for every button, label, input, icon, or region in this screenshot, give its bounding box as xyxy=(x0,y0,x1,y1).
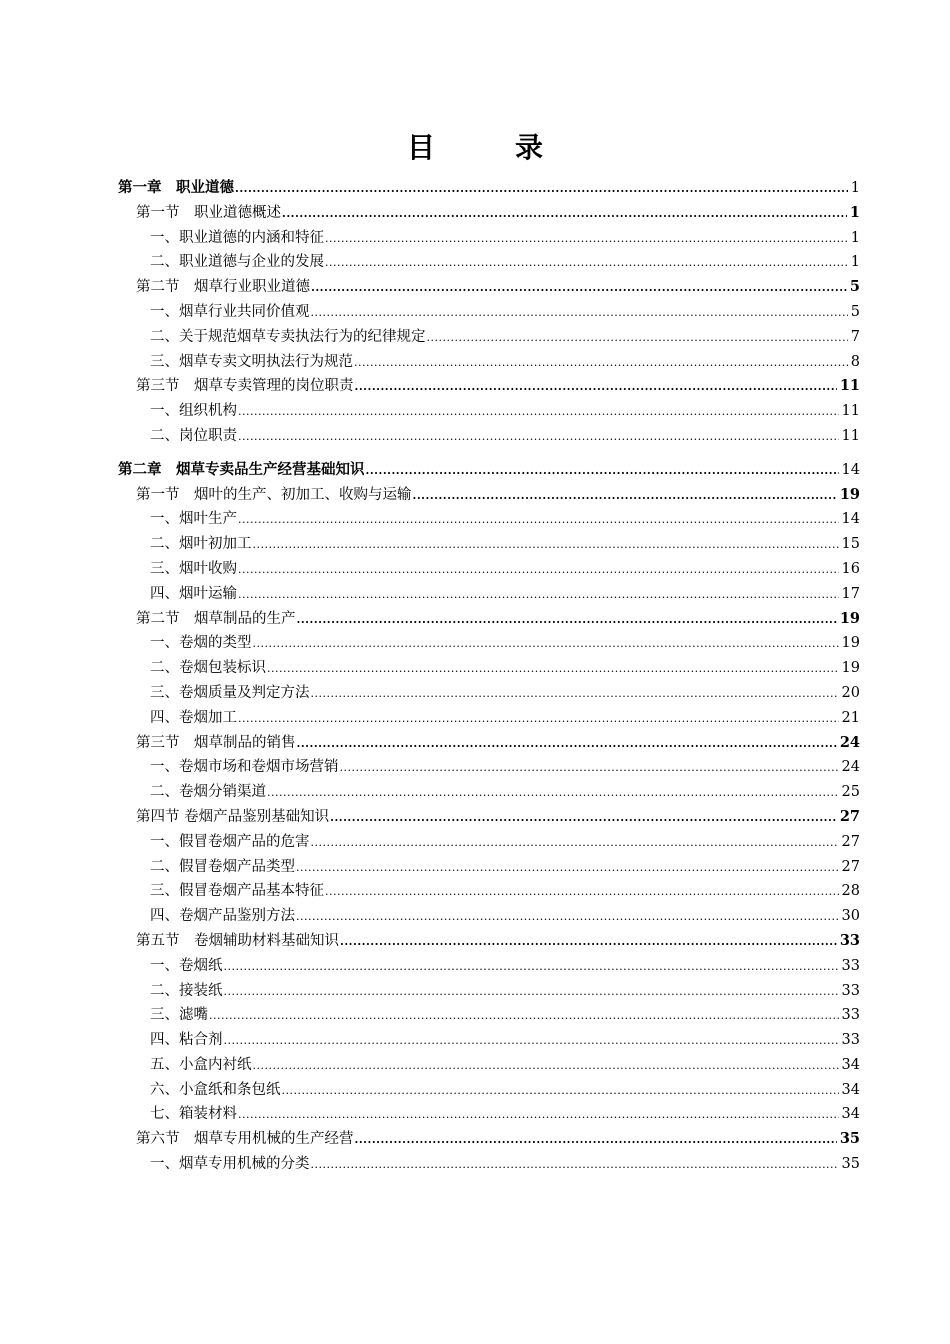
dot-leader xyxy=(311,301,848,326)
toc-entry-page-number: 19 xyxy=(841,660,860,677)
toc-entry-label: 四、卷烟产品鉴别方法 xyxy=(150,908,295,925)
toc-entry-page-number: 5 xyxy=(850,303,860,320)
toc-entry-label: 三、烟草专卖文明执法行为规范 xyxy=(150,353,353,370)
toc-entry-label: 第四节 卷烟产品鉴别基础知识 xyxy=(136,808,330,825)
toc-entry-page-number: 19 xyxy=(839,609,860,627)
toc-subsection-entry[interactable] xyxy=(118,830,860,855)
toc-entry-label: 一、卷烟市场和卷烟市场营销 xyxy=(150,759,339,776)
toc-subsection-entry[interactable] xyxy=(118,954,860,979)
dot-leader xyxy=(224,955,839,980)
toc-subsection-entry[interactable] xyxy=(118,424,860,449)
dot-leader xyxy=(340,756,839,781)
toc-subsection-entry[interactable] xyxy=(118,979,860,1004)
toc-subsection-entry[interactable] xyxy=(118,582,860,607)
toc-subsection-entry[interactable] xyxy=(118,1053,860,1078)
toc-subsection-entry[interactable] xyxy=(118,706,860,731)
dot-leader xyxy=(224,980,839,1005)
dot-leader xyxy=(282,202,847,227)
toc-entry-page-number: 17 xyxy=(841,585,860,602)
toc-subsection-entry[interactable] xyxy=(118,879,860,904)
toc-subsection-entry[interactable] xyxy=(118,325,860,350)
toc-chapter-entry[interactable] xyxy=(118,176,860,201)
toc-entry-label: 三、烟叶收购 xyxy=(150,560,237,577)
dot-leader xyxy=(253,533,839,558)
toc-entry-label: 第一节 烟叶的生产、初加工、收购与运输 xyxy=(136,486,412,503)
toc-entry-label: 三、卷烟质量及判定方法 xyxy=(150,684,310,701)
toc-subsection-entry[interactable] xyxy=(118,755,860,780)
toc-entry-page-number: 33 xyxy=(839,931,860,949)
toc-entry-label: 二、关于规范烟草专卖执法行为的纪律规定 xyxy=(150,328,426,345)
toc-subsection-entry[interactable] xyxy=(118,532,860,557)
toc-entry-label: 三、滤嘴 xyxy=(150,1007,208,1024)
toc-entry-label: 二、假冒卷烟产品类型 xyxy=(150,858,295,875)
dot-leader xyxy=(282,1079,839,1104)
toc-entry-label: 二、卷烟包装标识 xyxy=(150,660,266,677)
toc-entry-label: 第六节 烟草专用机械的生产经营 xyxy=(136,1131,354,1148)
toc-entry-label: 二、岗位职责 xyxy=(150,427,237,444)
toc-subsection-entry[interactable] xyxy=(118,1003,860,1028)
toc-subsection-entry[interactable] xyxy=(118,631,860,656)
toc-entry-page-number: 1 xyxy=(849,203,860,221)
toc-entry-page-number: 5 xyxy=(849,278,860,296)
dot-leader xyxy=(235,177,848,202)
toc-subsection-entry[interactable] xyxy=(118,1102,860,1127)
toc-entry-page-number: 33 xyxy=(841,957,860,974)
toc-entry-page-number: 34 xyxy=(841,1081,860,1098)
toc-entry-page-number: 27 xyxy=(839,807,860,825)
dot-leader xyxy=(325,251,848,276)
dot-leader xyxy=(297,608,837,633)
toc-entry-page-number: 24 xyxy=(839,733,860,751)
toc-entry-page-number: 20 xyxy=(841,684,860,701)
toc-entry-page-number: 24 xyxy=(841,759,860,776)
toc-entry-page-number: 33 xyxy=(841,1007,860,1024)
dot-leader xyxy=(267,657,839,682)
toc-section-entry[interactable] xyxy=(118,929,860,954)
page-title: 目 录 xyxy=(406,131,569,164)
dot-leader xyxy=(224,1029,839,1054)
toc-entry-page-number: 1 xyxy=(850,229,860,246)
toc-entry-label: 二、烟叶初加工 xyxy=(150,536,252,553)
dot-leader xyxy=(238,707,839,732)
toc-entry-label: 第二章 烟草专卖品生产经营基础知识 xyxy=(118,460,365,478)
toc-entry-label: 第二节 烟草行业职业道德 xyxy=(136,279,310,296)
toc-entry-label: 五、小盒内衬纸 xyxy=(150,1056,252,1073)
toc-entry-label: 七、箱装材料 xyxy=(150,1106,237,1123)
dot-leader xyxy=(253,632,839,657)
dot-leader xyxy=(238,400,839,425)
toc-entry-page-number: 1 xyxy=(850,254,860,271)
dot-leader xyxy=(354,351,848,376)
toc-entry-page-number: 11 xyxy=(841,403,860,420)
toc-section-entry[interactable] xyxy=(118,1127,860,1152)
toc-entry-page-number: 16 xyxy=(841,560,860,577)
toc-entry-label: 三、假冒卷烟产品基本特征 xyxy=(150,883,324,900)
dot-leader xyxy=(330,806,837,831)
toc-entry-page-number: 21 xyxy=(841,709,860,726)
toc-entry-label: 第一章 职业道德 xyxy=(118,179,234,196)
toc-entry-page-number: 8 xyxy=(850,353,860,370)
toc-entry-page-number: 35 xyxy=(839,1130,860,1148)
toc-chapter-entry[interactable] xyxy=(118,458,860,483)
toc-section-entry[interactable] xyxy=(118,374,860,399)
toc-section-entry[interactable] xyxy=(118,607,860,632)
toc-entry-page-number: 30 xyxy=(841,908,860,925)
toc-section-entry[interactable] xyxy=(118,275,860,300)
dot-leader xyxy=(355,1128,837,1153)
dot-leader xyxy=(238,508,839,533)
dot-leader xyxy=(355,375,837,400)
toc-entry-page-number: 19 xyxy=(839,485,860,503)
toc-entry-label: 第一节 职业道德概述 xyxy=(136,204,281,221)
toc-entry-page-number: 33 xyxy=(841,1032,860,1049)
chapter-gap xyxy=(118,449,860,458)
toc-entry-label: 第二节 烟草制品的生产 xyxy=(136,610,296,627)
toc-entry-page-number: 27 xyxy=(841,858,860,875)
toc-entry-label: 一、职业道德的内涵和特征 xyxy=(150,229,324,246)
dot-leader xyxy=(340,930,837,955)
toc-entry-label: 四、粘合剂 xyxy=(150,1032,223,1049)
toc-entry-page-number: 19 xyxy=(841,635,860,652)
dot-leader xyxy=(311,1153,839,1178)
dot-leader xyxy=(238,558,839,583)
toc-subsection-entry[interactable] xyxy=(118,1028,860,1053)
toc-subsection-entry[interactable] xyxy=(118,904,860,929)
toc-entry-label: 六、小盒纸和条包纸 xyxy=(150,1081,281,1098)
toc-entry-label: 四、烟叶运输 xyxy=(150,585,237,602)
toc-entry-page-number: 14 xyxy=(841,461,860,478)
toc-entry-page-number: 35 xyxy=(841,1156,860,1173)
dot-leader xyxy=(297,732,837,757)
toc-subsection-entry[interactable] xyxy=(118,1078,860,1103)
toc-subsection-entry[interactable] xyxy=(118,1152,860,1177)
toc-entry-page-number: 15 xyxy=(841,536,860,553)
toc-entry-label: 第三节 烟草专卖管理的岗位职责 xyxy=(136,378,354,395)
toc-subsection-entry[interactable] xyxy=(118,557,860,582)
toc-entry-page-number: 34 xyxy=(841,1056,860,1073)
dot-leader xyxy=(253,1054,839,1079)
dot-leader xyxy=(427,326,848,351)
dot-leader xyxy=(238,425,839,450)
dot-leader xyxy=(311,682,839,707)
dot-leader xyxy=(311,276,847,301)
toc-entry-label: 四、卷烟加工 xyxy=(150,709,237,726)
toc-entry-label: 一、烟草行业共同价值观 xyxy=(150,303,310,320)
toc-entry-label: 一、假冒卷烟产品的危害 xyxy=(150,833,310,850)
toc-section-entry[interactable] xyxy=(118,731,860,756)
toc-entry-page-number: 27 xyxy=(841,833,860,850)
table-of-contents xyxy=(118,176,860,1177)
toc-entry-label: 一、烟草专用机械的分类 xyxy=(150,1156,310,1173)
toc-entry-label: 第三节 烟草制品的销售 xyxy=(136,734,296,751)
toc-section-entry[interactable] xyxy=(118,201,860,226)
toc-entry-page-number: 28 xyxy=(841,883,860,900)
toc-entry-label: 一、组织机构 xyxy=(150,403,237,420)
toc-entry-page-number: 14 xyxy=(841,511,860,528)
toc-entry-page-number: 33 xyxy=(841,982,860,999)
toc-entry-page-number: 1 xyxy=(850,180,860,196)
toc-entry-label: 二、职业道德与企业的发展 xyxy=(150,254,324,271)
toc-subsection-entry[interactable] xyxy=(118,350,860,375)
toc-subsection-entry[interactable] xyxy=(118,399,860,424)
toc-subsection-entry[interactable] xyxy=(118,300,860,325)
dot-leader xyxy=(296,905,839,930)
dot-leader xyxy=(366,459,839,484)
dot-leader xyxy=(267,781,839,806)
dot-leader xyxy=(238,1103,839,1128)
toc-entry-label: 二、卷烟分销渠道 xyxy=(150,784,266,801)
toc-entry-page-number: 34 xyxy=(841,1106,860,1123)
dot-leader xyxy=(209,1004,839,1029)
toc-subsection-entry[interactable] xyxy=(118,226,860,251)
toc-entry-label: 一、卷烟的类型 xyxy=(150,635,252,652)
toc-entry-page-number: 11 xyxy=(839,377,860,395)
toc-entry-page-number: 7 xyxy=(850,328,860,345)
toc-subsection-entry[interactable] xyxy=(118,507,860,532)
dot-leader xyxy=(325,880,839,905)
dot-leader xyxy=(238,583,839,608)
dot-leader xyxy=(296,856,839,881)
toc-entry-page-number: 11 xyxy=(841,427,860,444)
toc-subsection-entry[interactable] xyxy=(118,855,860,880)
toc-subsection-entry[interactable] xyxy=(118,250,860,275)
dot-leader xyxy=(311,831,839,856)
toc-entry-label: 二、接装纸 xyxy=(150,982,223,999)
toc-section-entry[interactable] xyxy=(118,805,860,830)
toc-entry-label: 第五节 卷烟辅助材料基础知识 xyxy=(136,932,339,949)
dot-leader xyxy=(325,227,848,252)
toc-subsection-entry[interactable] xyxy=(118,780,860,805)
toc-section-entry[interactable] xyxy=(118,483,860,508)
toc-entry-page-number: 25 xyxy=(841,784,860,801)
toc-entry-label: 一、烟叶生产 xyxy=(150,511,237,528)
toc-subsection-entry[interactable] xyxy=(118,656,860,681)
toc-entry-label: 一、卷烟纸 xyxy=(150,957,223,974)
dot-leader xyxy=(413,484,837,509)
toc-subsection-entry[interactable] xyxy=(118,681,860,706)
